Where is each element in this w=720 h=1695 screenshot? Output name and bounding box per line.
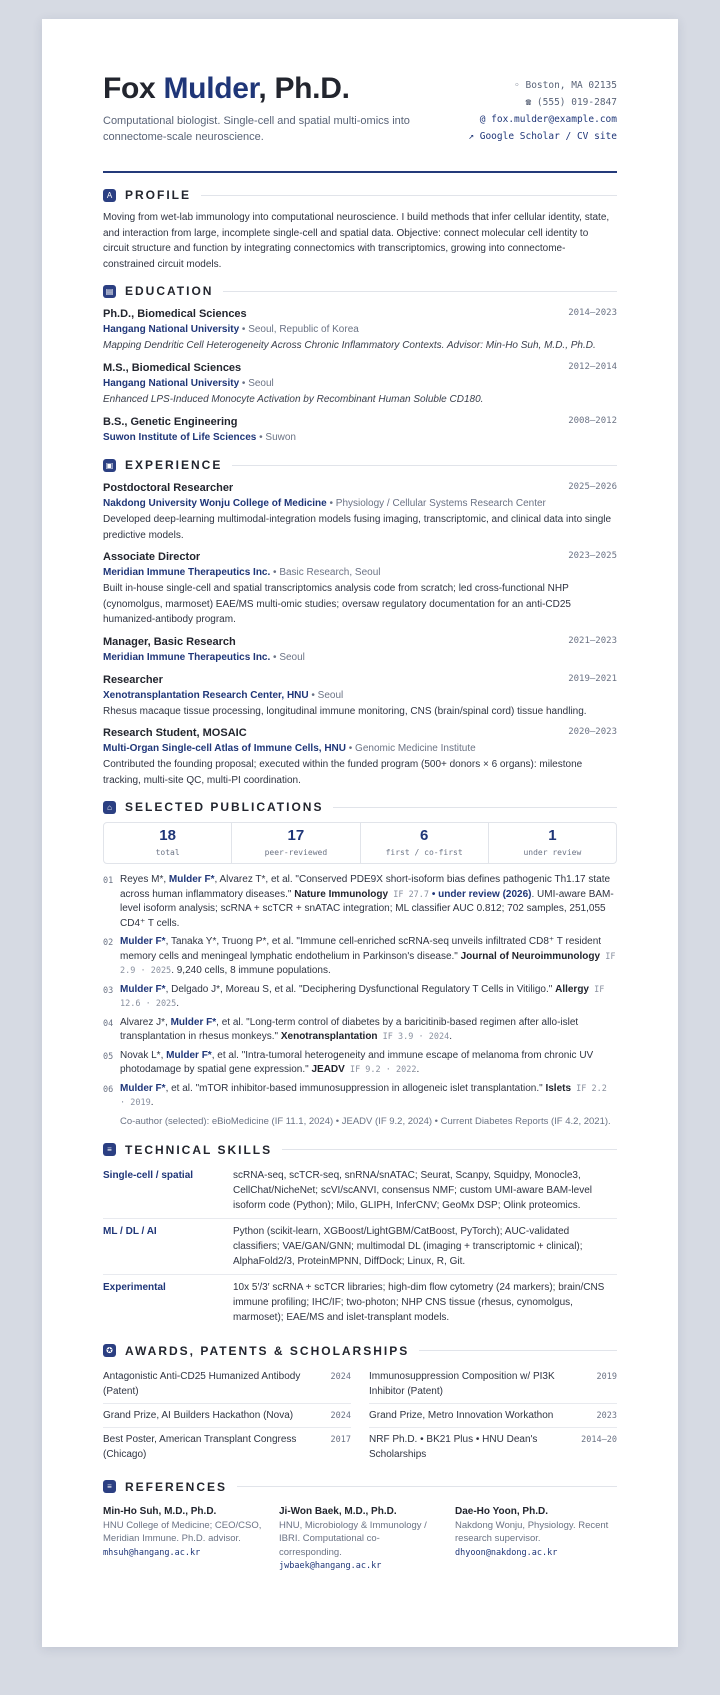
- experience-entry: [103, 672, 617, 720]
- experience-entry: [103, 480, 617, 543]
- reference-description: HNU College of Medicine; CEO/CSO, Meridian Immune. Ph.D. advisor.: [103, 1519, 262, 1544]
- date: 2019–2021: [568, 673, 617, 684]
- profile-text: Moving from wet-lab immunology into computational neuroscience. I build methods that infer cellular identity, state, and interaction from large, incomplete single-cell and spatial data. Objective: connect molecular cell identity to circuit structure and function by integrating connectomics with transcriptomics, growing into connectome-constrained circuit models.: [103, 212, 610, 270]
- section-rule: [282, 1149, 617, 1150]
- reference-item: [455, 1504, 617, 1574]
- stat-number: 1: [548, 827, 557, 844]
- pub-impact: IF 27.7: [388, 889, 430, 900]
- skill-category: Experimental: [103, 1281, 166, 1293]
- award-title: Antagonistic Anti-CD25 Humanized Antibody (Patent): [103, 1370, 301, 1397]
- description: Rhesus macaque tissue processing, longitudinal immune monitoring, CNS (brain/spinal cord) tissue handling.: [103, 705, 587, 717]
- pub-index: 02: [103, 938, 114, 948]
- pub-self-author: Mulder F*: [120, 936, 166, 947]
- pub-self-author: Mulder F*: [168, 874, 215, 885]
- person-icon: A: [103, 189, 116, 202]
- section-rule: [419, 1350, 617, 1351]
- date: 2008–2012: [568, 416, 617, 426]
- section-rule: [232, 465, 617, 466]
- section-header: [103, 456, 617, 474]
- pub-journal: Islets: [545, 1082, 572, 1094]
- thesis-note: Enhanced LPS-Induced Monocyte Activation by Recombinant Human Soluble CD180.: [103, 394, 484, 405]
- experience-entry: [103, 549, 617, 628]
- pub-impact: IF 9.2 · 2022: [344, 1065, 417, 1075]
- award-title: Grand Prize, Metro Innovation Workathon: [369, 1409, 554, 1421]
- reference-description: Nakdong Wonju, Physiology. Recent research supervisor.: [455, 1519, 609, 1544]
- reference-item: [103, 1504, 265, 1574]
- award-title: Immunosuppression Composition w/ PI3K Inhibitor (Patent): [369, 1370, 555, 1397]
- section-title: TECHNICAL SKILLS: [125, 1142, 273, 1157]
- role: Research Student, MOSAIC: [103, 727, 247, 739]
- location: • Seoul: [239, 378, 274, 389]
- award-title: Grand Prize, AI Builders Hackathon (Nova): [103, 1409, 294, 1421]
- award-item: [369, 1365, 617, 1404]
- institution: Suwon Institute of Life Sciences: [103, 432, 257, 443]
- pub-impact: IF 12.6 · 2025: [120, 984, 605, 1009]
- pub-self-author: Mulder F*: [170, 1016, 217, 1028]
- pub-journal: Allergy: [555, 983, 589, 995]
- organization: Multi-Organ Single-cell Atlas of Immune Cells, HNU: [103, 743, 346, 754]
- skill-row: [103, 1163, 617, 1219]
- role: Postdoctoral Researcher: [103, 482, 234, 494]
- skill-list: scRNA-seq, scTCR-seq, snRNA/snATAC; Seurat, Scanpy, Squidpy, Monocle3, CellChat/NicheNet; scVI/scANVI, consensus NMF; custom UMI-aware BAM-level isoform code (Python); Milo, GLIPH, InferCNV; GeoMx DSP; Olink proteomics.: [233, 1169, 592, 1211]
- section-rule: [333, 807, 617, 808]
- skills-section: [103, 1141, 617, 1330]
- description: Contributed the founding proposal; executed within the funded program (500+ donors × 6 organs): milestone tracking, multi-site QC, multi-PI coordination.: [103, 759, 583, 786]
- pub-details: . 9,240 cells, 8 immune populations.: [171, 965, 331, 976]
- organization-line: [103, 688, 617, 704]
- pub-journal: Nature Immunology: [294, 888, 389, 900]
- education-section: [103, 282, 617, 446]
- award-item: [103, 1404, 351, 1428]
- section-title: EXPERIENCE: [125, 458, 223, 472]
- date: 2012–2014: [568, 362, 617, 372]
- experience-section: [103, 456, 617, 788]
- organization-line: [103, 496, 617, 512]
- stat-total: [104, 823, 232, 863]
- library-icon: ⌂: [103, 801, 116, 814]
- date: 2025–2026: [568, 482, 617, 492]
- reference-name: Ji-Won Baek, M.D., Ph.D.: [279, 1505, 397, 1517]
- description: Built in-house single-cell and spatial transcriptomics analysis code from scratch; led cross-functional NHP (cynomolgus, marmoset) EAE/MS multi-omic studies; oversaw regulatory documentation for an anti-CD25 humanized-antibody program.: [103, 583, 571, 625]
- pub-index: 04: [103, 1018, 114, 1029]
- reference-email[interactable]: mhsuh@hangang.ac.kr: [103, 1547, 201, 1558]
- skill-row: [103, 1219, 617, 1275]
- publication-item: [103, 1016, 617, 1045]
- pub-impact: IF 2.9 · 2025: [120, 951, 616, 976]
- skill-category: ML / DL / AI: [103, 1225, 157, 1237]
- stat-label: total: [155, 848, 180, 857]
- reference-name: Dae-Ho Yoon, Ph.D.: [455, 1505, 548, 1517]
- organization-line: [103, 741, 617, 757]
- contact-block: [468, 77, 617, 145]
- date: 2020–2023: [568, 727, 617, 737]
- publication-item: [103, 983, 617, 1012]
- role: Associate Director: [103, 551, 201, 563]
- pub-index: 06: [103, 1084, 114, 1095]
- phone: ☎ (555) 019-2847: [525, 97, 617, 108]
- pub-journal: Xenotransplantation: [280, 1031, 378, 1042]
- section-rule: [201, 195, 617, 196]
- description: Developed deep-learning multimodal-integration models fusing imaging, transcriptomic, and clinical data into single predictive models.: [103, 514, 612, 541]
- list-icon: ≡: [103, 1480, 116, 1493]
- organization: Nakdong University Wonju College of Medicine: [103, 498, 327, 509]
- stat-number: 17: [287, 827, 305, 844]
- thesis-note: Mapping Dendritic Cell Heterogeneity Across Chronic Inflammatory Contexts. Advisor: Min-Ho Suh, M.D., Ph.D.: [103, 340, 596, 351]
- pub-authors-pre: Reyes M*,: [120, 874, 169, 885]
- pub-impact: IF 3.9 · 2024: [377, 1032, 450, 1042]
- publication-item: [103, 1049, 617, 1078]
- publication-item: [103, 873, 617, 931]
- degree: Ph.D., Biomedical Sciences: [103, 308, 247, 320]
- pub-journal: JEADV: [311, 1064, 345, 1075]
- location: ◦ Boston, MA 02135: [514, 80, 617, 91]
- pub-title: , et al. "mTOR inhibitor-based immunosuppression in allogeneic islet transplantation.": [165, 1082, 546, 1094]
- section-header: [103, 186, 617, 204]
- pub-self-author: Mulder F*: [166, 1049, 212, 1061]
- section-title: AWARDS, PATENTS & SCHOLARSHIPS: [125, 1343, 410, 1358]
- stat-label: first / co-first: [385, 848, 463, 857]
- surname: Mulder: [163, 72, 259, 105]
- department: • Seoul: [270, 651, 305, 663]
- section-header: [103, 1141, 617, 1159]
- stat-label: peer-reviewed: [264, 848, 328, 857]
- award-item: [369, 1428, 617, 1466]
- profile-section: [103, 186, 617, 272]
- reference-name: Min-Ho Suh, M.D., Ph.D.: [103, 1505, 217, 1517]
- award-date: 2014–20: [581, 1434, 617, 1445]
- awards-section: [103, 1342, 617, 1466]
- institution-line: [103, 430, 617, 446]
- education-entry: [103, 414, 617, 446]
- degree: B.S., Genetic Engineering: [103, 416, 238, 428]
- institution-line: [103, 376, 617, 392]
- list-icon: ≡: [103, 1143, 116, 1156]
- role: Researcher: [103, 673, 163, 686]
- scholar-link[interactable]: ↗ Google Scholar / CV site: [468, 131, 617, 142]
- organization-line: [103, 565, 617, 581]
- award-date: 2023: [596, 1410, 617, 1421]
- award-date: 2024: [330, 1371, 351, 1382]
- award-date: 2017: [330, 1434, 351, 1445]
- organization-line: [103, 650, 617, 666]
- section-header: [103, 1478, 617, 1496]
- award-item: [103, 1365, 351, 1404]
- section-title: SELECTED PUBLICATIONS: [125, 800, 324, 814]
- section-title: EDUCATION: [125, 284, 214, 298]
- stat-first-author: [361, 823, 489, 863]
- awards-grid: [103, 1365, 617, 1466]
- department: • Basic Research, Seoul: [270, 567, 381, 578]
- section-rule: [237, 1486, 617, 1487]
- skill-list: Python (scikit-learn, XGBoost/LightGBM/CatBoost, PyTorch); AUC-validated classifiers; VAE/GAN/GNN; multimodal DL (imaging + transcriptomic + clinical); AlphaFold2/3, ProteinMPNN, DiffDock; Linux, R, Git.: [233, 1225, 583, 1267]
- award-date: 2019: [596, 1371, 617, 1382]
- pub-index: 01: [103, 876, 114, 886]
- education-entry: [103, 360, 617, 408]
- publications-section: [103, 798, 617, 1129]
- pub-authors-pre: Novak L*,: [120, 1049, 167, 1061]
- department: • Physiology / Cellular Systems Research Center: [326, 498, 546, 509]
- briefcase-icon: ▣: [103, 459, 116, 472]
- institution: Hangang National University: [103, 324, 240, 335]
- degree: M.S., Biomedical Sciences: [103, 362, 242, 374]
- education-entry: [103, 306, 617, 354]
- stat-label: under review: [523, 848, 582, 857]
- department: • Genomic Medicine Institute: [346, 743, 476, 754]
- section-title: REFERENCES: [125, 1479, 228, 1494]
- pub-title: , Alvarez T*, et al. "Conserved PDE9X short-isoform bias defines pathogenic Th1.17 state across human inflammatory diseases.": [120, 874, 611, 900]
- skill-category: Single-cell / spatial: [103, 1169, 194, 1181]
- reference-email[interactable]: dhyoon@nakdong.ac.kr: [455, 1547, 558, 1558]
- pub-impact: IF 2.2 · 2019: [120, 1083, 607, 1108]
- references-list: [103, 1504, 617, 1574]
- section-rule: [223, 291, 617, 292]
- pub-details: . UMI-aware BAM-level isoform analysis; scRNA + scTCR + snATAC integration; ML classifier AUC 0.812; 702 samples, 251,055 CD4⁺ T cells.: [120, 888, 614, 929]
- organization: Meridian Immune Therapeutics Inc.: [103, 651, 271, 663]
- book-icon: ▤: [103, 285, 116, 298]
- references-section: [103, 1478, 617, 1574]
- award-title: NRF Ph.D. • BK21 Plus • HNU Dean's Scholarships: [369, 1433, 538, 1460]
- resume-content: [103, 71, 617, 1573]
- date: 2023–2025: [568, 551, 617, 561]
- reference-item: [279, 1504, 441, 1574]
- section-header: [103, 1342, 617, 1360]
- email-link[interactable]: @ fox.mulder@example.com: [479, 114, 617, 125]
- organization: Xenotransplantation Research Center, HNU: [103, 689, 309, 701]
- coauthor-note: Co-author (selected): eBioMedicine (IF 11.1, 2024) • JEADV (IF 9.2, 2024) • Current Diabetes Reports (IF 4.2, 2021).: [120, 1115, 611, 1127]
- stat-number: 18: [159, 827, 176, 844]
- medal-icon: ✪: [103, 1344, 116, 1357]
- award-item: [369, 1404, 617, 1428]
- name-suffix: , Ph.D.: [258, 72, 350, 105]
- institution: Hangang National University: [103, 378, 240, 389]
- location: • Seoul, Republic of Korea: [239, 324, 359, 335]
- pub-title: , et al. "Intra-tumoral heterogeneity and immune escape of melanoma from chronic UV photodamage by spatial gene expression.": [120, 1049, 594, 1075]
- location: • Suwon: [256, 432, 296, 443]
- date: 2021–2023: [568, 635, 617, 646]
- award-title: Best Poster, American Transplant Congress (Chicago): [103, 1433, 297, 1460]
- institution-line: [103, 322, 617, 338]
- skill-list: 10x 5′/3′ scRNA + scTCR libraries; high-dim flow cytometry (24 markers); brain/CNS immune profiling; IHC/IF; two-photon; NHP CNS tissue (rhesus, cynomolgus, marmoset); EAE/MS and islet-transplant models.: [233, 1281, 605, 1323]
- reference-description: HNU, Microbiology & Immunology / IBRI. Computational co-corresponding.: [279, 1519, 427, 1558]
- pub-title: , Tanaka Y*, Truong P*, et al. "Immune cell-enriched scRNA-seq unveils infiltrated CD8⁺ T resident memory cells and meningeal lymphatic endothelium in Parkinson's disease.": [120, 936, 602, 962]
- pub-self-author: Mulder F*: [120, 983, 166, 995]
- skill-row: [103, 1275, 617, 1330]
- section-header: [103, 798, 617, 816]
- department: • Seoul: [308, 689, 344, 701]
- role: Manager, Basic Research: [103, 635, 236, 648]
- stat-under-review: [489, 823, 616, 863]
- section-title: PROFILE: [125, 188, 192, 202]
- experience-entry: [103, 634, 617, 666]
- skills-table: [103, 1163, 617, 1330]
- pub-title: , et al. "Long-term control of diabetes by a baricitinib-based regimen after allo-islet transplantation in rhesus monkeys.": [120, 1016, 579, 1042]
- experience-entry: [103, 725, 617, 788]
- resume-header: [103, 71, 617, 173]
- award-item: [103, 1428, 351, 1466]
- pub-details: .: [150, 1097, 154, 1108]
- pub-status: • under review (2026): [429, 888, 532, 900]
- pub-index: 05: [103, 1051, 114, 1062]
- pub-self-author: Mulder F*: [120, 1082, 166, 1094]
- award-date: 2024: [330, 1410, 351, 1421]
- stat-number: 6: [419, 827, 429, 844]
- pub-authors-pre: Alvarez J*,: [120, 1016, 171, 1028]
- organization: Meridian Immune Therapeutics Inc.: [103, 567, 271, 578]
- pub-details: .: [416, 1064, 420, 1075]
- pub-details: .: [176, 998, 180, 1009]
- tagline: Computational biologist. Single-cell and spatial multi-omics into connectome-scale neuroscience.: [103, 115, 410, 143]
- section-header: [103, 282, 617, 300]
- pub-index: 03: [103, 985, 114, 996]
- pub-title: , Delgado J*, Moreau S, et al. "Deciphering Dysfunctional Regulatory T Cells in Vitiligo.": [165, 983, 556, 995]
- resume-sheet: [42, 19, 678, 1647]
- first-name: Fox: [103, 72, 156, 105]
- publication-item: [103, 1082, 617, 1111]
- publication-item: [103, 935, 617, 979]
- date: 2014–2023: [568, 308, 617, 318]
- stat-peer-reviewed: [232, 823, 360, 863]
- reference-email[interactable]: jwbaek@hangang.ac.kr: [279, 1561, 382, 1571]
- pub-journal: Journal of Neuroimmunology: [460, 950, 601, 962]
- pub-details: .: [449, 1031, 452, 1042]
- publication-stats: [103, 822, 617, 864]
